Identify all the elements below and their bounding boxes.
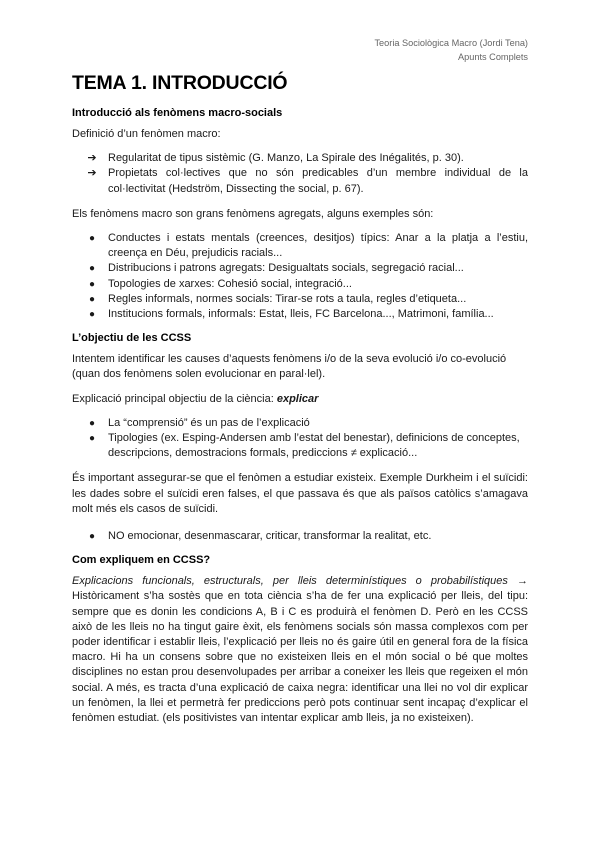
arrow-bullet-icon: ➔ (87, 167, 97, 180)
list-item: ➔ Propietats col·lectives que no són predicables d’un membre individual de la col·lectivitat (Hedström, Dissecting the social, p. 67). (72, 166, 528, 196)
arrow-bullet-icon: ➔ (87, 152, 97, 165)
durkheim-paragraph: És important assegurar-se que el fenòmen a estudiar existeix. Exemple Durkheim i el suïcidi: les dades sobre el suïcidi eren falses, el que passava és que als països catòlics s’amagava molt més els casos de suïcidi. (72, 472, 528, 515)
goal-emphasis: explicar (276, 392, 319, 405)
list-item: ● NO emocionar, desenmascarar, criticar, transformar la realitat, etc. (72, 529, 528, 544)
explanation-paragraph: Explicacions funcionals, estructurals, per lleis determinístiques o probabilístiques → Històricament s’ha sostès que en tota ciència s’ha de fer una explicació per lleis, del tipu: sempre que es donin les condicions A, B i C es produirà el fenòmen D. Però en les CCSS això de les lleis no ha tingut gaire èxit, els fenòmens socials són massa complexos com per poder identificar i establir lleis, l’explicació per lleis no és gaire útil en general fora de la física macro. Hi ha un consens sobre que no existeixen lleis en el món social o bé que moltes disciplines no estan prou desenvolupades per arribar a coneixer les lleis que regeixen el món social. A més, es tracta d’una explicació de caixa negra: identificar una llei no vol dir explicar un fenòmen, la llei et permetrà fer prediccions però pots continuar sent incapaç d’explicar el fenòmen estudiat. (els positivistes van intentar explicar amb lleis, ja no existeixen). (72, 575, 528, 725)
goal-list (72, 416, 528, 462)
dot-bullet-icon: ● (88, 309, 96, 321)
list-item: ● Institucions formals, informals: Estat, lleis, FC Barcelona..., Matrimoni, família... (72, 307, 528, 322)
examples-intro: Els fenòmens macro son grans fenòmens agregats, alguns exemples són: (72, 207, 434, 220)
dot-bullet-icon: ● (88, 278, 96, 290)
no-list (72, 529, 528, 544)
header-course: Teoria Sociològica Macro (Jordi Tena) (374, 38, 528, 48)
examples-list (72, 231, 528, 322)
page-header (374, 36, 528, 64)
list-item: ➔ Regularitat de tipus sistèmic (G. Manzo, La Spirale des Inégalités, p. 30). (72, 151, 528, 166)
dot-bullet-icon: ● (88, 417, 96, 429)
dot-bullet-icon: ● (88, 531, 96, 543)
document-body (72, 68, 528, 735)
italic-lead: Explicacions funcionals, estructurals, per lleis determinístiques o probabilístiques → (72, 575, 528, 588)
dot-bullet-icon: ● (88, 233, 96, 245)
list-item: ● Topologies de xarxes: Cohesió social, integració... (72, 277, 528, 292)
definition-list (72, 151, 528, 197)
section-heading-how: Com expliquem en CCSS? (72, 554, 211, 567)
list-item: ● La “comprensió” és un pas de l’explicació (72, 416, 528, 431)
list-item: ● Regles informals, normes socials: Tirar-se rots a taula, regles d’etiqueta... (72, 292, 528, 307)
definition-intro: Definició d’un fenòmen macro: (72, 128, 221, 140)
list-item: ● Tipologies (ex. Esping-Andersen amb l’estat del benestar), definicions de conceptes, descripcions, demostracions formals, prediccions ≠ explicació... (72, 431, 528, 461)
list-item: ● Conductes i estats mentals (creences, desitjos) típics: Anar a la platja a l’estiu, creença en Déu, prejudicis racials... (72, 231, 528, 261)
section-heading-objective: L’objectiu de les CCSS (72, 332, 192, 345)
goal-line: Explicació principal objectiu de la ciència: explicar (72, 392, 319, 405)
page-title: TEMA 1. INTRODUCCIÓ (72, 72, 288, 94)
dot-bullet-icon: ● (88, 263, 96, 275)
header-subtitle: Apunts Complets (458, 52, 528, 62)
list-item: ● Distribucions i patrons agregats: Desigualtats socials, segregació racial... (72, 261, 528, 276)
section-heading-intro: Introducció als fenòmens macro-socials (72, 107, 283, 119)
objective-intro: Intentem identificar les causes d’aquests fenòmens i/o de la seva evolució i/o co-evolució (quan dos fenòmens solen evolucionar en paral·lel). (72, 353, 507, 381)
dot-bullet-icon: ● (88, 433, 96, 445)
dot-bullet-icon: ● (88, 293, 96, 305)
